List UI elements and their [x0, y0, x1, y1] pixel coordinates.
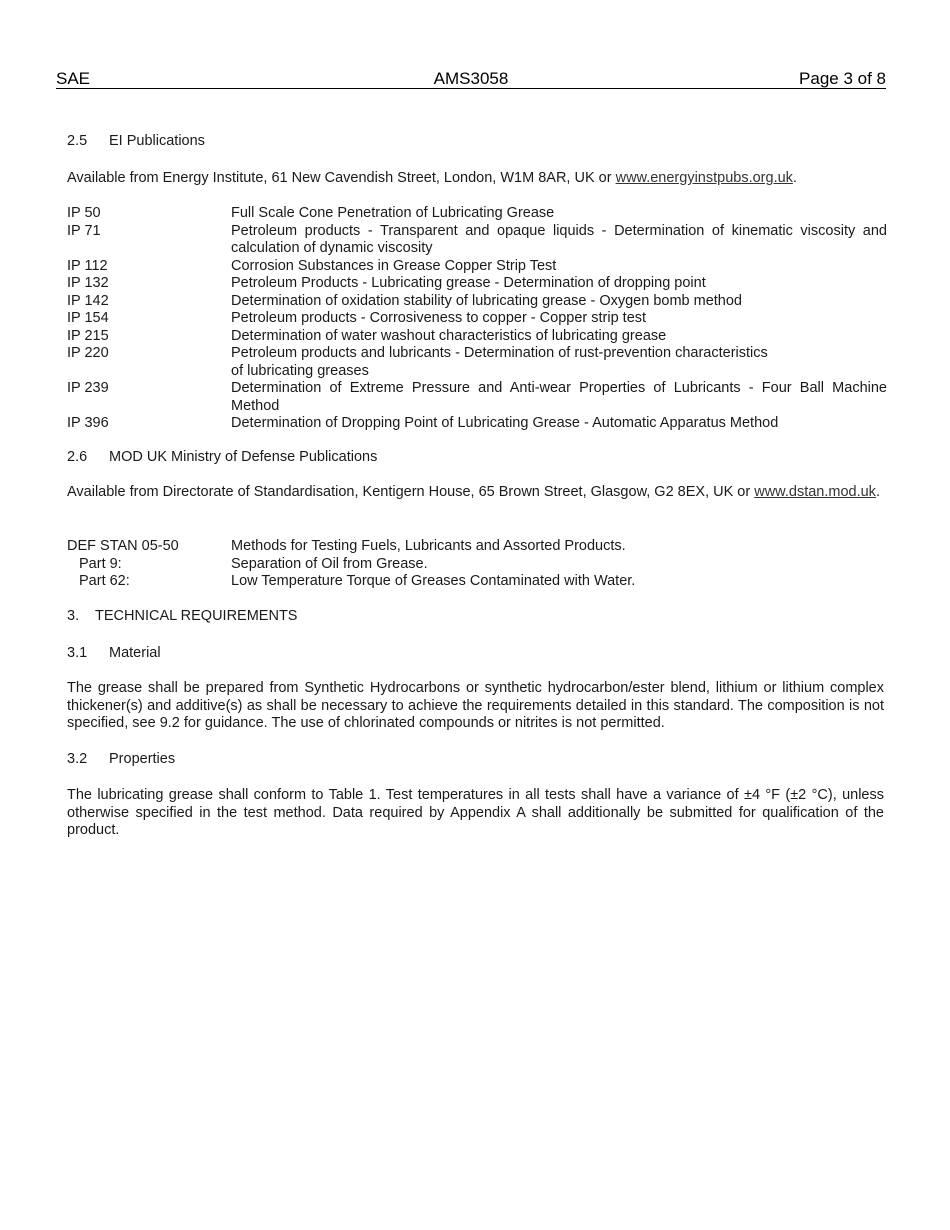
availability-end: . [792, 170, 797, 186]
reference-code: IP 220 [67, 345, 109, 361]
header-org: SAE [56, 69, 91, 88]
reference-code: IP 239 [67, 380, 109, 396]
section-number: 2.6 [67, 449, 88, 465]
reference-code: DEF STAN 05-50 [67, 538, 179, 554]
mod-reference-list [67, 538, 887, 591]
ei-availability [67, 170, 797, 186]
material-paragraph: The grease shall be prepared from Synthetic Hydrocarbons or synthetic hydrocarbon/ester blend, lithium or lithium complex thickener(s) and additive(s) as shall be necessary to achieve the requirements detailed in this standard. The composition is not specified, see 9.2 for guidance. The use of chlorinated compounds or nitrites is not permitted. [67, 680, 884, 731]
reference-code: IP 154 [67, 310, 109, 326]
reference-row [67, 328, 887, 346]
reference-row [67, 345, 887, 380]
section-title: Properties [109, 751, 176, 767]
section-number: 3.2 [67, 751, 88, 767]
reference-title: Corrosion Substances in Grease Copper Strip Test [231, 257, 557, 274]
energy-institute-link[interactable]: www.energyinstpubs.org.uk [615, 170, 793, 186]
reference-title-line-1: Petroleum products and lubricants - Determination of rust-prevention characteristics [231, 345, 768, 361]
reference-code: IP 142 [67, 292, 109, 309]
ei-reference-list [67, 205, 887, 433]
availability-text: Available from Energy Institute, 61 New Cavendish Street, London, W1M 8AR, UK or [67, 170, 616, 186]
section-title: TECHNICAL REQUIREMENTS [95, 608, 298, 624]
reference-row [67, 538, 887, 556]
page-header [56, 68, 886, 89]
reference-title: Determination of oxidation stability of lubricating grease - Oxygen bomb method [231, 292, 742, 309]
reference-code: IP 132 [67, 275, 109, 291]
reference-title: Separation of Oil from Grease. [231, 555, 428, 572]
reference-title [231, 345, 887, 380]
reference-title-line-2: of lubricating greases [231, 362, 369, 379]
section-number: 3. [67, 608, 80, 624]
reference-code: IP 215 [67, 327, 109, 344]
reference-title: Determination of water washout characteristics of lubricating grease [231, 327, 667, 344]
dstan-link[interactable]: www.dstan.mod.uk [754, 484, 876, 500]
reference-row [67, 293, 887, 311]
section-3-heading [67, 608, 297, 624]
availability-end: . [875, 484, 880, 500]
reference-row [67, 223, 887, 258]
reference-title: Determination of Dropping Point of Lubricating Grease - Automatic Apparatus Method [231, 415, 779, 431]
section-title: EI Publications [109, 133, 205, 149]
reference-code: IP 396 [67, 415, 109, 431]
section-3-2-heading [67, 751, 175, 767]
header-page-number: Page 3 of 8 [799, 69, 886, 88]
properties-paragraph: The lubricating grease shall conform to Table 1. Test temperatures in all tests shall have a variance of ±4 °F (±2 °C), unless otherwise specified in the test method. Data required by Appendix A shall additionally be submitted for qualification of the product. [67, 787, 884, 838]
reference-row [67, 415, 887, 433]
reference-row [67, 573, 887, 591]
reference-row [67, 310, 887, 328]
section-number: 3.1 [67, 645, 88, 661]
reference-row [67, 380, 887, 415]
availability-text: Available from Directorate of Standardisation, Kentigern House, 65 Brown Street, Glasgow, G2 8EX, UK or [67, 484, 755, 500]
reference-title: Petroleum Products - Lubricating grease - Determination of dropping point [231, 275, 706, 291]
section-title: MOD UK Ministry of Defense Publications [109, 449, 378, 465]
reference-title: Petroleum products - Corrosiveness to copper - Copper strip test [231, 310, 647, 326]
reference-code: IP 50 [67, 205, 101, 221]
section-2-6-heading [67, 449, 377, 465]
reference-title: Full Scale Cone Penetration of Lubricating Grease [231, 205, 555, 221]
section-2-5-heading [67, 133, 205, 149]
header-doc-number: AMS3058 [433, 69, 509, 88]
reference-code: Part 62: [79, 573, 130, 589]
section-title: Material [109, 645, 161, 661]
reference-title: Low Temperature Torque of Greases Contaminated with Water. [231, 573, 636, 589]
mod-availability [67, 484, 884, 502]
reference-title: Petroleum products - Transparent and opaque liquids - Determination of kinematic viscosity and calculation of dynamic viscosity [231, 222, 887, 256]
reference-code: IP 71 [67, 222, 101, 239]
reference-row [67, 258, 887, 276]
reference-row [67, 275, 887, 293]
section-number: 2.5 [67, 133, 88, 149]
section-3-1-heading [67, 645, 161, 661]
reference-code: Part 9: [79, 555, 122, 572]
reference-row [67, 205, 887, 223]
reference-title: Determination of Extreme Pressure and Anti-wear Properties of Lubricants - Four Ball Machine Method [231, 380, 887, 414]
reference-title: Methods for Testing Fuels, Lubricants and Assorted Products. [231, 538, 626, 554]
reference-row [67, 556, 887, 574]
reference-code: IP 112 [67, 257, 108, 274]
